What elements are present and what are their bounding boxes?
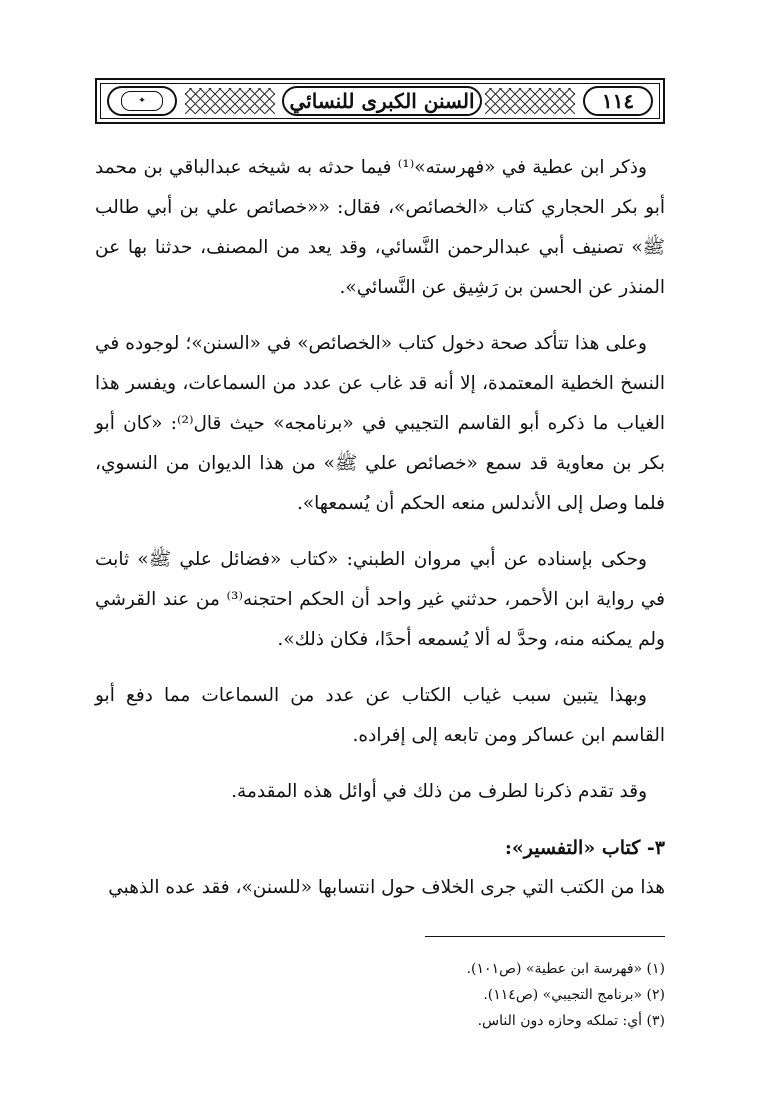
title-cartouche (282, 86, 482, 116)
section-heading: ٣- كتاب «التفسير»: (504, 837, 665, 859)
ornament-emblem: ✦ (121, 91, 163, 111)
lattice-ornament-right (485, 88, 575, 114)
paragraph: هذا من الكتب التي جرى الخلاف حول انتسابها «للسنن»، فقد عده الذهبي (108, 877, 665, 898)
lattice-ornament-left (185, 88, 275, 114)
paragraph: وذكر ابن عطية في «فهرسته»⁽¹⁾ فيما حدثه به شيخه عبدالباقي بن محمد أبو بكر الحجاري كتاب «الخصائص»، فقال: ««خصائص علي بن أبي طالب ﷺ» تصنيف أبي عبدالرحمن النَّسائي، وقد يعد من المصنف، حدثنا بها عن المنذر عن الحسن بن رَشِيق عن النَّسائي». (95, 157, 665, 298)
footnote: (٢) «برنامج التجيبي» (ص١١٤). (483, 987, 665, 1003)
footnote: (١) «فهرسة ابن عطية» (ص١٠١). (466, 961, 665, 977)
paragraph: وعلى هذا تتأكد صحة دخول كتاب «الخصائص» في «السنن»؛ لوجوده في النسخ الخطية المعتمدة، إلا أنه قد غاب عن عدد من السماعات، ويفسر هذا الغياب ما ذكره أبو القاسم التجيبي في «برنامجه» حيث قال⁽²⁾: «كان أبو بكر بن معاوية قد سمع «خصائص علي ﷺ» من هذا الديوان من النسوي، فلما وصل إلى الأندلس منعه الحكم أن يُسمعها». (95, 333, 665, 514)
footnote-divider (425, 936, 665, 937)
page-number: ١١٤ (601, 89, 635, 113)
paragraph: وبهذا يتبين سبب غياب الكتاب عن عدد من السماعات مما دفع أبو القاسم ابن عساكر ومن تابعه إلى إفراده. (95, 685, 665, 746)
page-number-cartouche (583, 86, 653, 116)
footnote: (٣) أي: تملكه وحازه دون الناس. (477, 1013, 665, 1029)
paragraph: وحكى بإسناده عن أبي مروان الطبني: «كتاب «فضائل علي ﷺ» ثابت في رواية ابن الأحمر، حدثني غير واحد أن الحكم احتجنه⁽³⁾ من عند القرشي ولم يمكنه منه، وحدَّ له ألا يُسمعه أحدًا، فكان ذلك». (95, 549, 665, 650)
paragraph: وقد تقدم ذكرنا لطرف من ذلك في أوائل هذه المقدمة. (231, 781, 647, 802)
running-title: السنن الكبرى للنسائي (289, 89, 475, 113)
running-header (95, 78, 665, 124)
body-text (95, 148, 665, 924)
emblem-cartouche (107, 86, 177, 116)
footnotes (95, 956, 665, 1034)
